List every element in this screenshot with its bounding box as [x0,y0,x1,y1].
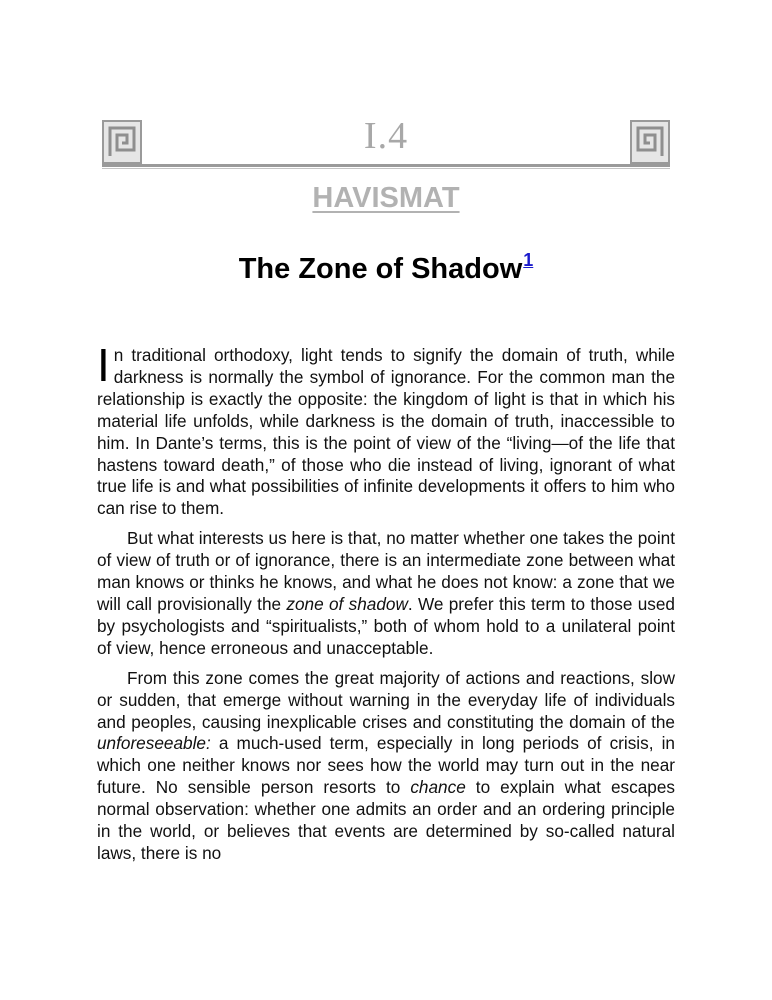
paragraph-3 [97,668,675,865]
body-text [97,339,675,873]
paragraph-3-text-middle: a much-used term, especially in long periods of crisis, in which one neither knows nor sees how the world may turn out in the near future. No sensible person resorts to [97,733,675,798]
chapter-title-text: The Zone of Shadow [238,253,523,285]
paragraph-2-text: But what interests us here is that, no matter whether one takes the point of view of truth or of ignorance, there is an intermediate zone between what man knows or thinks he knows, and what he does not know: a zone that we will call provisionally the [97,528,675,614]
footnote-link[interactable]: 1 [523,250,534,270]
paragraph-3-text-end: to explain what escapes normal observation: whether one admits an order and an ordering principle in the world, or believes that events are determined by so-called natural laws, there is no [97,777,675,863]
paragraph-2 [97,528,675,659]
chapter-header-band [102,115,670,170]
paragraph-1 [97,339,675,520]
paragraph-2-emphasis: zone of shadow [286,593,408,614]
section-heading[interactable] [0,182,772,215]
paragraph-3-emphasis-2: chance [410,777,466,798]
paragraph-1-text: n traditional orthodoxy, light tends to signify the domain of truth, while darkness is normally the symbol of ignorance. For the common man the relationship is exactly the opposite: the kingdom of light is that in which his material life unfolds, while darkness is the domain of truth, inaccessible to him. In Dante’s terms, this is the point of view of the “living—of the life that hastens toward death,” of those who die instead of living, ignorant of what true life is and what possibilities of infinite developments it offers to him who can rise to them. [97,345,675,519]
header-rule-thin [102,168,670,169]
section-heading-link[interactable]: HAVISMAT [312,182,460,214]
greek-key-ornament-icon [630,120,670,164]
chapter-title [0,250,772,286]
paragraph-2-text-end: . We prefer this term to those used by psychologists and “spiritualists,” both of whom hold to a unilateral point of view, hence erroneous and unacceptable. [97,593,675,658]
drop-cap: I [97,339,110,391]
chapter-number: I.4 [363,115,409,157]
paragraph-3-text: From this zone comes the great majority of actions and reactions, slow or sudden, that emerge without warning in the everyday life of individuals and peoples, causing inexplicable crises and constituting the domain of the [97,667,675,732]
paragraph-3-emphasis: unforeseeable: [97,733,211,754]
header-rule [102,164,670,167]
